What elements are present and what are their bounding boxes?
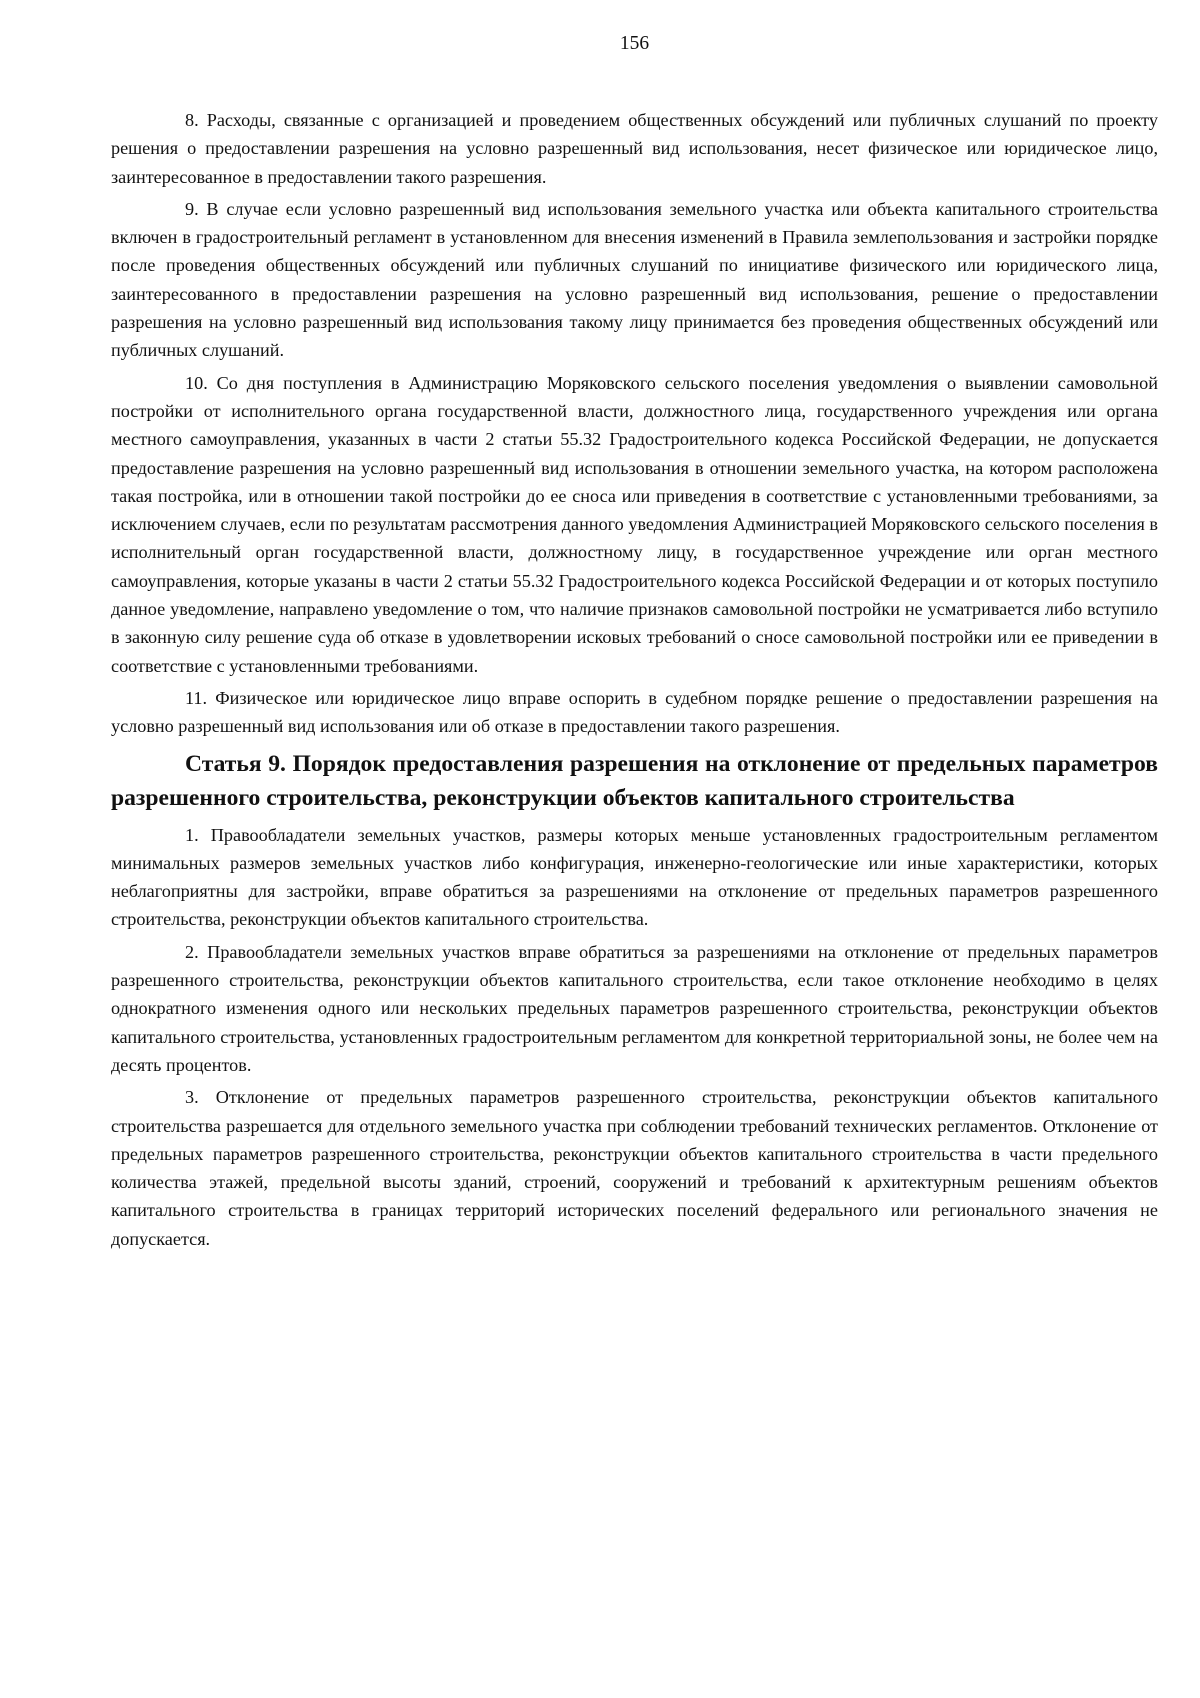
document-body [111,106,1158,1257]
page-number: 156 [619,33,650,54]
article-9-heading: Статья 9. Порядок предоставления разрешения на отклонение от предельных параметров разрешенного строительства, реконструкции объектов капитального строительства [111,750,1158,811]
article-9-paragraph-2: 2. Правообладатели земельных участков вправе обратиться за разрешениями на отклонение от предельных параметров разрешенного строительства, реконструкции объектов капитального строительства, если такое отклонение необходимо в целях однократного изменения одного или нескольких предельных параметров разрешенного строительства, реконструкции объектов капитального строительства, установленных градостроительным регламентом для конкретной территориальной зоны, не более чем на десять процентов. [111,941,1158,1075]
paragraph-10: 10. Со дня поступления в Администрацию Моряковского сельского поселения уведомления о выявлении самовольной постройки от исполнительного органа государственной власти, должностного лица, государственного учреждения или органа местного самоуправления, указанных в части 2 статьи 55.32 Градостроительного кодекса Российской Федерации, не допускается предоставление разрешения на условно разрешенный вид использования в отношении земельного участка, на котором расположена такая постройка, или в отношении такой постройки до ее сноса или приведения в соответствие с установленными требованиями, за исключением случаев, если по результатам рассмотрения данного уведомления Администрацией Моряковского сельского поселения в исполнительный орган государственной власти, должностному лицу, в государственное учреждение или орган местного самоуправления, которые указаны в части 2 статьи 55.32 Градостроительного кодекса Российской Федерации и от которых поступило данное уведомление, направлено уведомление о том, что наличие признаков самовольной постройки не усматривается либо вступило в законную силу решение суда об отказе в удовлетворении исковых требований о сносе самовольной постройки или ее приведении в соответствие с установленными требованиями. [111,372,1158,676]
paragraph-9: 9. В случае если условно разрешенный вид использования земельного участка или объекта капитального строительства включен в градостроительный регламент в установленном для внесения изменений в Правила землепользования и застройки порядке после проведения общественных обсуждений или публичных слушаний по инициативе физического или юридического лица, заинтересованного в предоставлении разрешения на условно разрешенный вид использования, решение о предоставлении разрешения на условно разрешенный вид использования такому лицу принимается без проведения общественных обсуждений или публичных слушаний. [111,198,1158,361]
article-9-paragraph-1: 1. Правообладатели земельных участков, размеры которых меньше установленных градостроительным регламентом минимальных размеров земельных участков либо конфигурация, инженерно-геологические или иные характеристики, которых неблагоприятны для застройки, вправе обратиться за разрешениями на отклонение от предельных параметров разрешенного строительства, реконструкции объектов капитального строительства. [111,824,1158,930]
paragraph-11: 11. Физическое или юридическое лицо вправе оспорить в судебном порядке решение о предоставлении разрешения на условно разрешенный вид использования или об отказе в предоставлении такого разрешения. [111,687,1158,737]
paragraph-8: 8. Расходы, связанные с организацией и проведением общественных обсуждений или публичных слушаний по проекту решения о предоставлении разрешения на условно разрешенный вид использования, несет физическое или юридическое лицо, заинтересованное в предоставлении такого разрешения. [111,110,1158,187]
article-9-paragraph-3: 3. Отклонение от предельных параметров разрешенного строительства, реконструкции объектов капитального строительства разрешается для отдельного земельного участка при соблюдении требований технических регламентов. Отклонение от предельных параметров разрешенного строительства, реконструкции объектов капитального строительства в части предельного количества этажей, предельной высоты зданий, строений, сооружений и требований к архитектурным решениям объектов капитального строительства в границах территорий исторических поселений федерального или регионального значения не допускается. [111,1087,1158,1249]
